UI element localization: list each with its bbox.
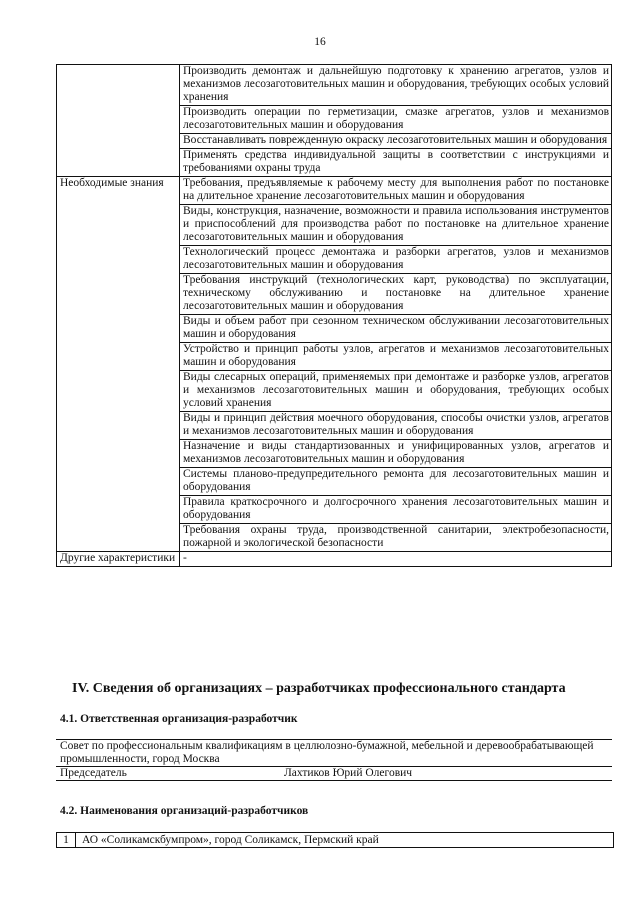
knowledge-table	[56, 64, 612, 567]
responsible-org-box	[56, 739, 612, 781]
row-label: Необходимые знания	[57, 177, 180, 552]
developer-name: АО «Соликамскбумпром», город Соликамск, Пермский край	[82, 834, 379, 846]
org-chair-row	[56, 766, 612, 780]
row-label	[57, 65, 180, 177]
row-text: Правила краткосрочного и долгосрочного хранения лесозаготовительных машин и оборудования	[180, 496, 612, 524]
row-label: Другие характеристики	[57, 552, 180, 567]
row-text: Назначение и виды стандартизованных и унифицированных узлов, агрегатов и механизмов лесозаготовительных машин и оборудования	[180, 440, 612, 468]
org-name: Совет по профессиональным квалификациям в целлюлозно-бумажной, мебельной и деревообрабатывающей промышленности, город Москва	[60, 740, 594, 765]
row-text: Виды и принцип действия моечного оборудования, способы очистки узлов, агрегатов и механизмов лесозаготовительных машин и оборудования	[180, 412, 612, 440]
table-row	[57, 65, 612, 106]
developers-heading: 4.2. Наименования организаций-разработчиков	[60, 805, 309, 817]
row-text: Требования, предъявляемые к рабочему месту для выполнения работ по постановке на длительное хранение лесозаготовительных машин и оборудования	[180, 177, 612, 205]
chair-name: Лахтиков Юрий Олегович	[284, 767, 413, 779]
chair-title: Председатель	[60, 767, 127, 779]
row-text: Требования охраны труда, производственной санитарии, электробезопасности, пожарной и экологической безопасности	[180, 524, 612, 552]
row-text: Устройство и принцип работы узлов, агрегатов и механизмов лесозаготовительных машин и оборудования	[180, 343, 612, 371]
row-text: Требования инструкций (технологических карт, руководства) по эксплуатации, техническому обслуживанию и постановке на длительное хранение лесозаготовительных машин и оборудования	[180, 274, 612, 315]
page-number: 16	[314, 36, 326, 48]
row-text: Производить операции по герметизации, смазке агрегатов, узлов и механизмов лесозаготовительных машин и оборудования	[180, 106, 612, 134]
row-text: Восстанавливать поврежденную окраску лесозаготовительных машин и оборудования	[180, 134, 612, 149]
row-text: Виды и объем работ при сезонном техническом обслуживании лесозаготовительных машин и оборудования	[180, 315, 612, 343]
developer-number: 1	[57, 833, 76, 847]
row-text: Виды слесарных операций, применяемых при демонтаже и разборке узлов, агрегатов и механизмов лесозаготовительных машин и оборудования, требующих особых условий хранения	[180, 371, 612, 412]
row-text: Технологический процесс демонтажа и разборки агрегатов, узлов и механизмов лесозаготовительных машин и оборудования	[180, 246, 612, 274]
row-text: Применять средства индивидуальной защиты в соответствии с инструкциями и требованиями охраны труда	[180, 149, 612, 177]
row-text: Виды, конструкция, назначение, возможности и правила использования инструментов и приспособлений для производства работ по постановке на длительное хранение лесозаготовительных машин и оборудования	[180, 205, 612, 246]
responsible-org-heading: 4.1. Ответственная организация-разработчик	[60, 713, 298, 725]
table-row	[57, 177, 612, 205]
row-text: -	[180, 552, 612, 567]
table-row	[57, 552, 612, 567]
developer-row	[56, 832, 614, 848]
row-text: Системы планово-предупредительного ремонта для лесозаготовительных машин и оборудования	[180, 468, 612, 496]
row-text: Производить демонтаж и дальнейшую подготовку к хранению агрегатов, узлов и механизмов лесозаготовительных машин и оборудования, требующих особых условий хранения	[180, 65, 612, 106]
section-title: IV. Сведения об организациях – разработчиках профессионального стандарта	[72, 681, 566, 696]
